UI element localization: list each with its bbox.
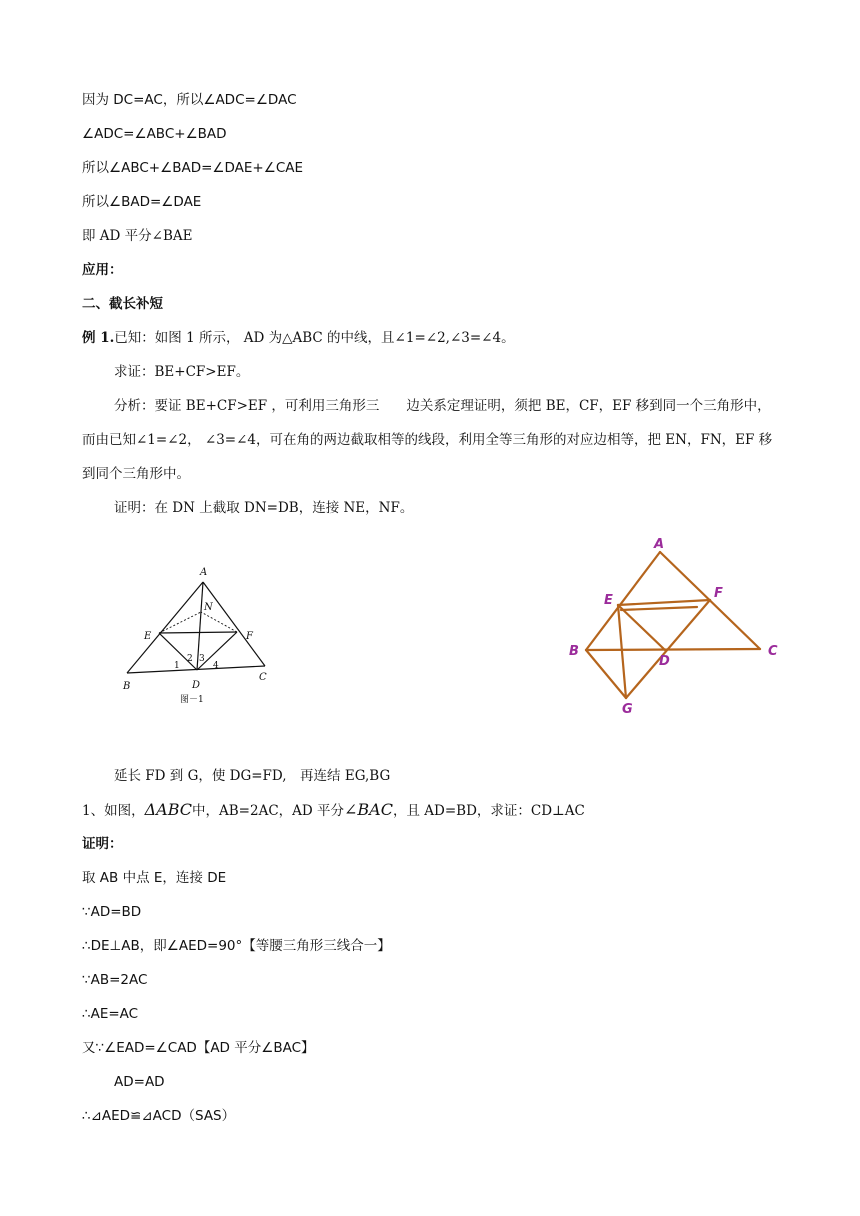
label-A: A [654, 537, 665, 552]
text-line-4: 所以∠BAD=∠DAE [82, 194, 202, 210]
line-BC [586, 649, 760, 650]
example-1-analysis: 分析：要证 BE+CF>EF ，可利用三角形三 边关系定理证明，须把 BE，CF，EF 移到同一个三角形中，而由已知∠1=∠2， ∠3=∠4，可在角的两边截取相等的线段，利用全等三角形的对应边相等，把 EN，FN，EF 移到同个三角形中。 [82, 398, 773, 482]
heading-section-2: 二、截长补短 [82, 296, 163, 312]
line-AC [203, 582, 265, 666]
text-line-1: 因为 DC=AC，所以∠ADC=∠DAC [82, 92, 297, 108]
label-N: N [204, 602, 213, 613]
text-line-5: 即 AD 平分∠BAE [82, 228, 193, 244]
label-B: B [123, 681, 131, 692]
label-F: F [246, 631, 253, 642]
label-angle-1: 1 [174, 661, 180, 671]
heading-apply: 应用： [82, 262, 123, 278]
proof-line-7: AD=AD [114, 1074, 165, 1090]
label-angle-2: 2 [187, 654, 193, 664]
line-ED [618, 605, 665, 650]
label-D: D [659, 654, 670, 669]
proof-line-1: 取 AB 中点 E，连接 DE [82, 870, 227, 886]
proof-line-3: ∴DE⊥AB，即∠AED=90°【等腰三角形三线合一】 [82, 938, 391, 954]
line-BG [586, 650, 626, 698]
line-EG [618, 605, 626, 698]
proof-line-2: ∵AD=BD [82, 904, 142, 920]
label-E: E [144, 631, 152, 642]
figure-1-caption: 图－1 [180, 695, 204, 705]
example-1-text: 已知：如图 1 所示， AD 为△ABC 的中线，且∠1=∠2,∠3=∠4。 [114, 330, 515, 346]
label-B: B [569, 644, 579, 659]
label-G: G [622, 702, 633, 717]
label-angle-4: 4 [213, 661, 219, 671]
label-angle-3: 3 [199, 654, 205, 664]
example-1-label: 例 1. [82, 330, 115, 346]
problem-1-angle: ∠BAC [344, 800, 393, 819]
problem-1-prefix: 1、如图， [82, 803, 145, 819]
proof-line-4: ∵AB=2AC [82, 972, 148, 988]
extend-line: 延长 FD 到 G，使 DG=FD, 再连结 EG,BG [114, 768, 391, 784]
line-FN [201, 612, 237, 632]
line-EF [618, 600, 710, 605]
example-1 [82, 328, 515, 348]
proof-line-6: 又∵∠EAD=∠CAD【AD 平分∠BAC】 [82, 1040, 315, 1056]
label-F: F [714, 586, 723, 601]
problem-1 [82, 800, 585, 821]
proof-label: 证明： [82, 836, 123, 852]
figure-2 [560, 530, 790, 720]
label-D: D [192, 680, 201, 691]
text-line-3: 所以∠ABC+∠BAD=∠DAE+∠CAE [82, 160, 304, 176]
label-C: C [768, 644, 778, 659]
proof-line-5: ∴AE=AC [82, 1006, 139, 1022]
problem-1-mid: 中，AB=2AC，AD 平分 [192, 803, 345, 819]
text-line-2: ∠ADC=∠ABC+∠BAD [82, 126, 227, 142]
problem-1-suffix: ，且 AD=BD，求证：CD⊥AC [392, 803, 585, 819]
problem-1-triangle: ΔABC [144, 800, 192, 819]
figure-1 [115, 560, 285, 710]
label-A: A [200, 567, 208, 578]
example-1-prove: 求证：BE+CF>EF。 [114, 364, 250, 380]
proof-line-8: ∴⊿AED≌⊿ACD（SAS） [82, 1108, 236, 1124]
example-1-proof: 证明：在 DN 上截取 DN=DB，连接 NE，NF。 [114, 500, 414, 516]
line-EN [159, 612, 201, 633]
line-EF-inner [621, 607, 697, 610]
line-EF [159, 632, 237, 633]
label-C: C [259, 672, 267, 683]
label-E: E [604, 593, 613, 608]
